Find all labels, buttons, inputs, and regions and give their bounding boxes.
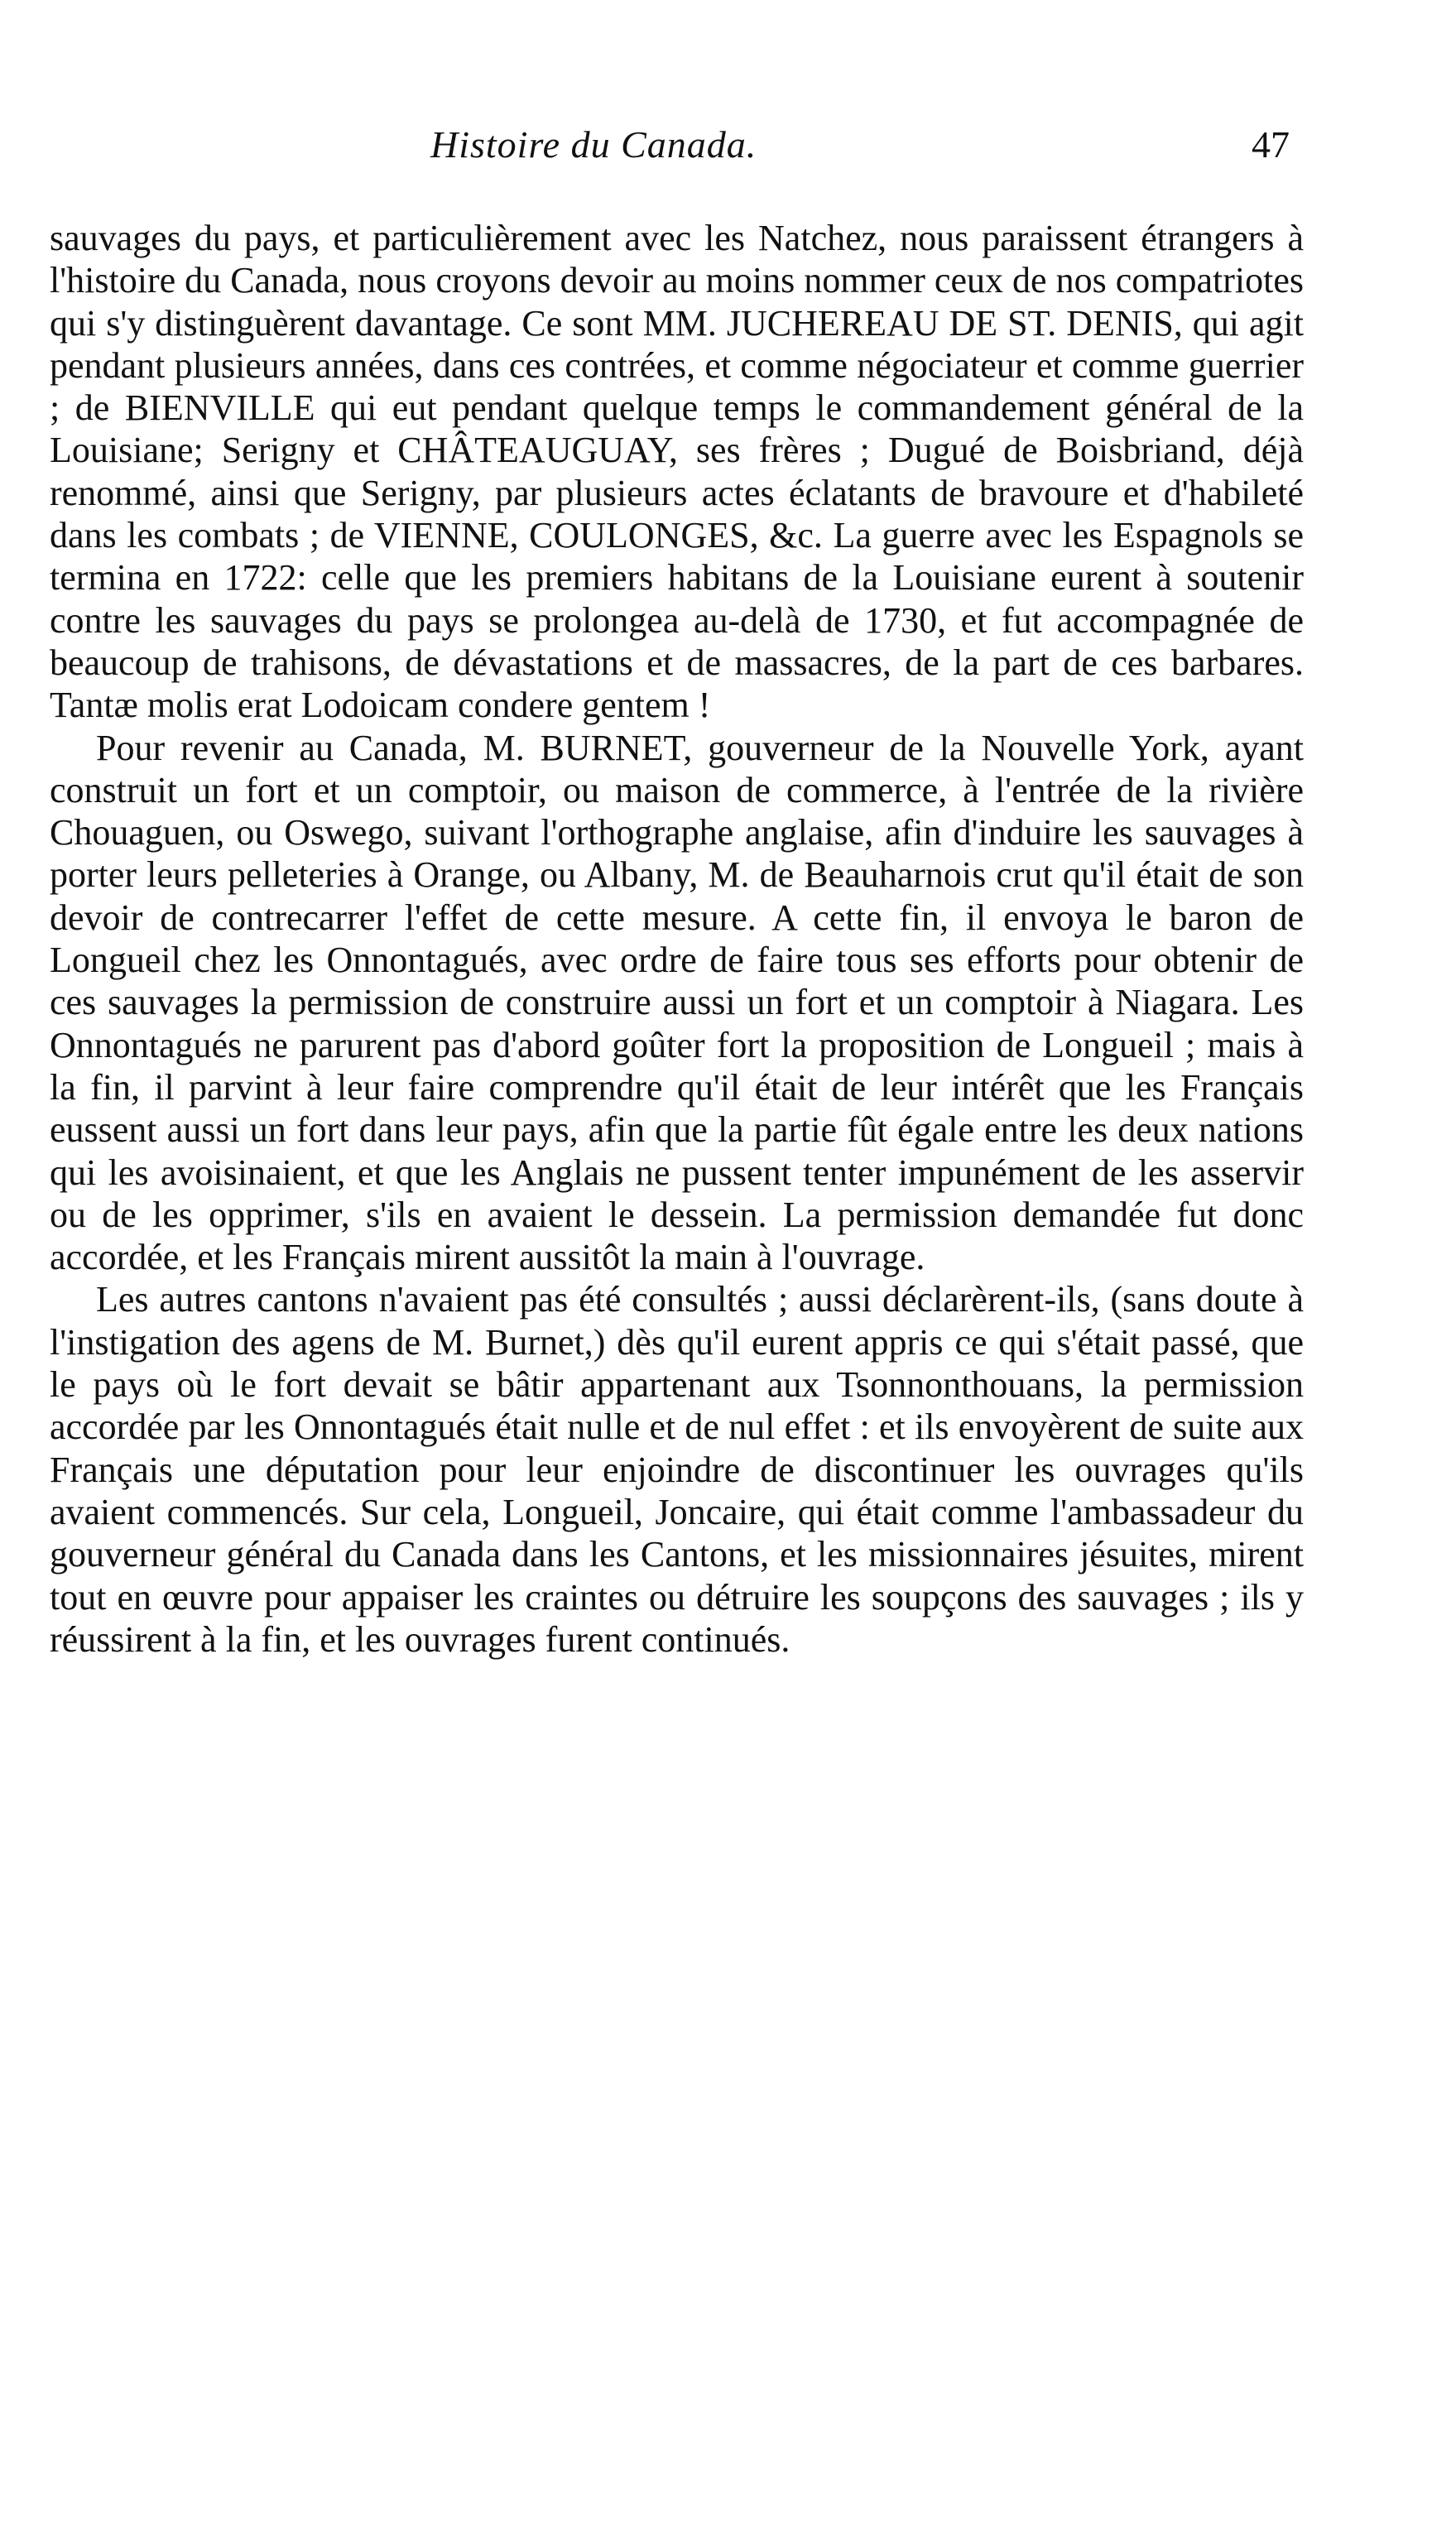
paragraph: Les autres cantons n'avaient pas été consultés ; aussi déclarèrent-ils, (sans doute à l'instigation des agens de M. Burnet,) dès qu'il eurent appris ce qui s'était passé, que le pays où le fort devait se bâtir appartenant aux Tsonnonthouans, la permission accordée par les Onnontagués était nulle et de nul effet : et ils envoyèrent de suite aux Français une députation pour leur enjoindre de discontinuer les ouvrages qu'ils avaient commencés. Sur cela, Longueil, Joncaire, qui était comme l'ambassadeur du gouverneur général du Canada dans les Cantons, et les missionnaires jésuites, mirent tout en œuvre pour appaiser les craintes ou détruire les soupçons des sauvages ; ils y réussirent à la fin, et les ouvrages furent continués. [50, 1279, 1304, 1660]
body-text [50, 217, 1304, 1661]
running-title: Histoire du Canada. [430, 123, 757, 166]
running-head [0, 123, 1456, 180]
paragraph: Pour revenir au Canada, M. BURNET, gouverneur de la Nouvelle York, ayant construit un fort et un comptoir, ou maison de commerce, à l'entrée de la rivière Chouaguen, ou Oswego, suivant l'orthographe anglaise, afin d'induire les sauvages à porter leurs pelleteries à Orange, ou Albany, M. de Beauharnois crut qu'il était de son devoir de contrecarrer l'effet de cette mesure. A cette fin, il envoya le baron de Longueil chez les Onnontagués, avec ordre de faire tous ses efforts pour obtenir de ces sauvages la permission de construire aussi un fort et un comptoir à Niagara. Les Onnontagués ne parurent pas d'abord goûter fort la proposition de Longueil ; mais à la fin, il parvint à leur faire comprendre qu'il était de leur intérêt que les Français eussent aussi un fort dans leur pays, afin que la partie fût égale entre les deux nations qui les avoisinaient, et que les Anglais ne pussent tenter impunément de les asservir ou de les opprimer, s'ils en avaient le dessein. La permission demandée fut donc accordée, et les Français mirent aussitôt la main à l'ouvrage. [50, 727, 1304, 1278]
page-number: 47 [1252, 123, 1290, 166]
paragraph-continued: sauvages du pays, et particulièrement avec les Natchez, nous paraissent étrangers à l'histoire du Canada, nous croyons devoir au moins nommer ceux de nos compatriotes qui s'y distinguèrent davantage. Ce sont MM. JUCHEREAU DE ST. DENIS, qui agit pendant plusieurs années, dans ces contrées, et comme négociateur et comme guerrier ; de BIENVILLE qui eut pendant quelque temps le commandement général de la Louisiane; Serigny et CHÂTEAUGUAY, ses frères ; Dugué de Boisbriand, déjà renommé, ainsi que Serigny, par plusieurs actes éclatants de bravoure et d'habileté dans les combats ; de VIENNE, COULONGES, &c. La guerre avec les Espagnols se termina en 1722: celle que les premiers habitans de la Louisiane eurent à soutenir contre les sauvages du pays se prolongea au-delà de 1730, et fut accompagnée de beaucoup de trahisons, de dévastations et de massacres, de la part de ces barbares. Tantæ molis erat Lodoicam condere gentem ! [50, 218, 1304, 726]
